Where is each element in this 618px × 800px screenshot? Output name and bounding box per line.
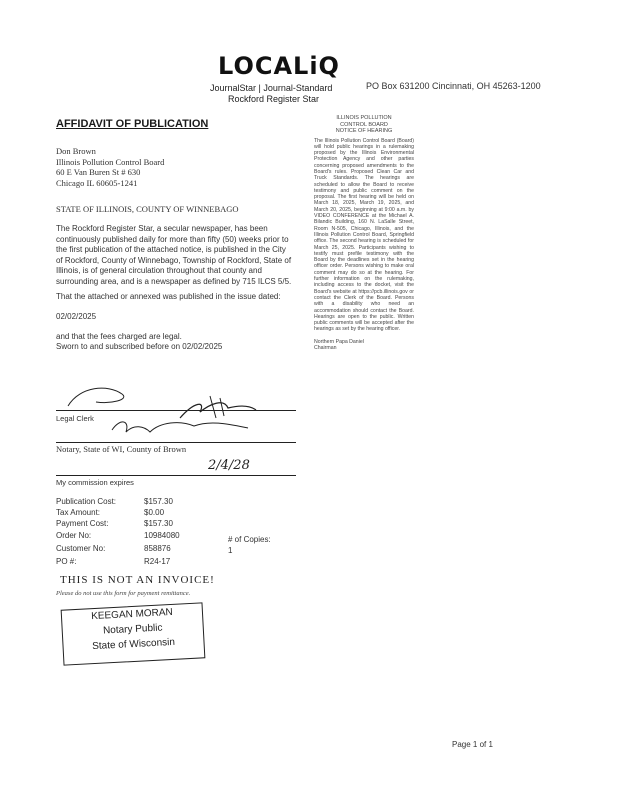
not-invoice-notice: THIS IS NOT AN INVOICE! — [60, 574, 215, 586]
page-number: Page 1 of 1 — [452, 740, 493, 749]
notice-body: The Illinois Pollution Control Board (Board) will hold public hearings in a rulemaking proposed by the Illinois Environmental Protection Agency and other parties concerning proposed amendments to the Board's rules. Proposed Clean Car and Truck Standards. The hearings are scheduled to allow the Board to receive testimony and public comment on the proposal. The first hearing will be held on March 18, 2025, March 19, 2025, and March 20, 2025, beginning at 9:00 a.m. by VIDEO CONFERENCE at the Michael A. Bilandic Building, 160 N. LaSalle Street, Room N-505, Chicago, Illinois, and the Illinois Pollution Control Board, Springfield office. The second hearing is scheduled for March 25, 2025. Participants wishing to testify must prefile testimony with the Board by the deadlines set in the hearing officer order. Persons wishing to make oral comment may do so at the hearing. For further information on the rulemaking, including access to the docket, visit the Board's website at https://pcb.illinois.gov or contact the Clerk of the Board. Persons with a disability who need an accommodation should contact the Board. Hearings are open to the public. Written public comments will be accepted after the hearings as set by the hearing officer. — [314, 137, 414, 333]
clerk-signature-strokes — [210, 396, 224, 418]
notary-stamp — [61, 602, 206, 665]
notary-signature-rule — [56, 442, 296, 443]
publications-line-2: Rockford Register Star — [228, 94, 320, 104]
fee-value: $157.30 — [144, 519, 173, 528]
legal-notice-clipping — [314, 115, 414, 351]
notice-heading-2: CONTROL BOARD — [340, 121, 388, 128]
recipient-org: Illinois Pollution Control Board — [56, 156, 165, 167]
sworn-line: Sworn to and subscribed before on 02/02/2025 — [56, 342, 223, 351]
recipient-address — [56, 146, 164, 188]
affidavit-statement: The Rockford Register Star, a secular newspaper, has been continuously published daily for more than fifty (50) weeks prior to the first publication of the attached notice, is published in the City of Rockford, County of Winnebago, Township of Rockford, State of Illinois, is of general circulation throughout that county and surrounding area, and is a newspaper as defined by 715 ILCS 5/5. — [56, 224, 292, 286]
clerk-signature-loop — [68, 388, 124, 406]
fee-label: Order No: — [56, 531, 92, 540]
notice-footer-1: Northern Papa Daniel — [314, 338, 364, 345]
publish-date: 02/02/2025 — [56, 312, 97, 321]
fee-label: Tax Amount: — [56, 508, 101, 517]
notice-heading-3: NOTICE OF HEARING — [335, 128, 393, 134]
fee-value: $0.00 — [144, 508, 165, 517]
clerk-signature-rule — [56, 410, 296, 411]
stamp-state: State of Wisconsin — [91, 636, 176, 653]
fee-value: $157.30 — [144, 497, 173, 506]
notary-signature — [112, 422, 248, 432]
fee-value: 858876 — [144, 544, 171, 553]
fee-label: Customer No: — [56, 544, 106, 553]
stamp-title: Notary Public — [102, 622, 163, 637]
localiq-logo: LOCALiQ — [218, 52, 340, 80]
commission-rule — [56, 475, 296, 476]
fee-value: 10984080 — [144, 531, 180, 540]
recipient-street: 60 E Van Buren St # 630 — [56, 167, 141, 177]
document-title: AFFIDAVIT OF PUBLICATION — [56, 118, 209, 130]
fees-line: and that the fees charged are legal. — [56, 332, 182, 341]
copies-label: # of Copies: — [228, 535, 271, 544]
fee-label: Publication Cost: — [56, 497, 117, 506]
mailing-address: PO Box 631200 Cincinnati, OH 45263-1200 — [366, 81, 541, 91]
publications-line-1: JournalStar | Journal-Standard — [210, 83, 333, 93]
notice-heading-1: ILLINOIS POLLUTION — [336, 115, 392, 121]
recipient-city: Chicago IL 60605-1241 — [56, 177, 138, 188]
notary-label: Notary, State of WI, County of Brown — [56, 444, 187, 454]
notice-footer-2: Chairman — [314, 345, 337, 351]
fee-label: PO #: — [56, 557, 77, 566]
fee-value: R24-17 — [144, 557, 171, 566]
commission-date: 2/4/28 — [208, 458, 250, 473]
commission-label: My commission expires — [56, 478, 134, 487]
published-line: That the attached or annexed was published in the issue dated: — [56, 292, 281, 301]
recipient-name: Don Brown — [56, 146, 96, 156]
legal-clerk-label: Legal Clerk — [56, 414, 94, 423]
fee-label: Payment Cost: — [56, 519, 109, 528]
remittance-note: Please do not use this form for payment remittance. — [56, 590, 191, 597]
state-county-line: STATE OF ILLINOIS, COUNTY OF WINNEBAGO — [56, 204, 239, 214]
stamp-name: KEEGAN MORAN — [90, 606, 174, 623]
copies-value: 1 — [228, 546, 233, 555]
